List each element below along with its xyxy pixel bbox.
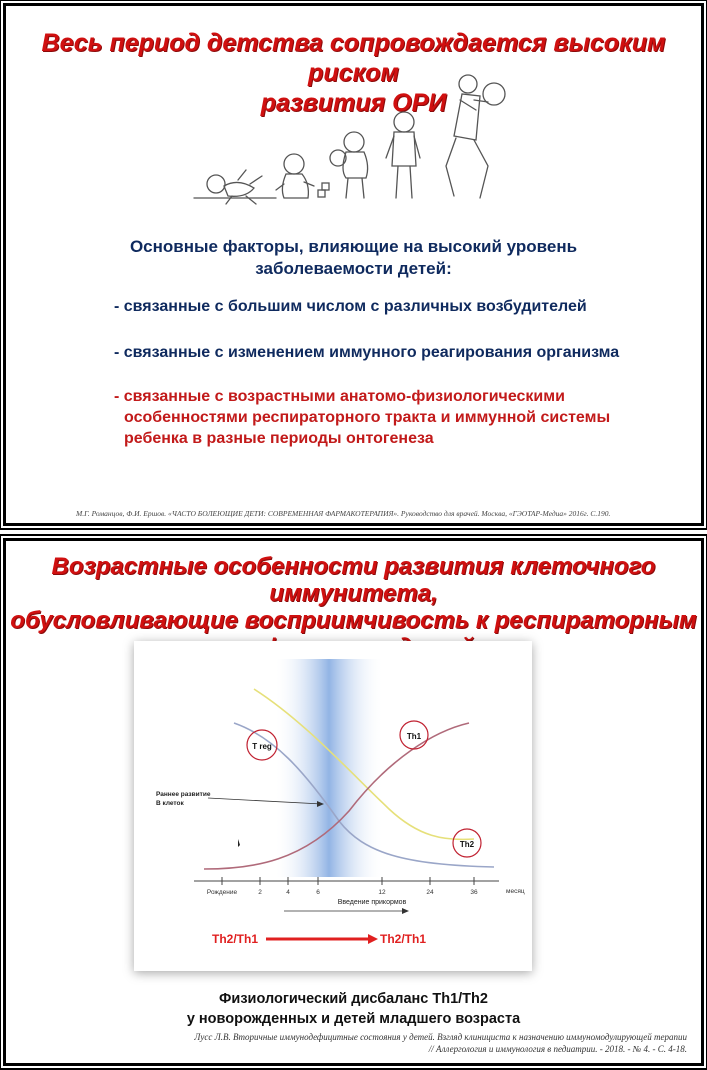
x-tick-label: 4 bbox=[286, 889, 290, 896]
factor-item-immune-response: - связанные с изменением иммунного реагирования организма bbox=[114, 344, 620, 361]
immune-development-chart bbox=[134, 641, 532, 971]
x-tick-label: Рождение bbox=[206, 889, 238, 896]
cursor-icon bbox=[238, 839, 240, 847]
slide-1 bbox=[3, 3, 704, 526]
slide-1-citation: М.Г. Романцов, Ф.И. Ершов. «ЧАСТО БОЛЕЮЩИЕ ДЕТИ: СОВРЕМЕННАЯ ФАРМАКОТЕРАПИЯ». Руководство для врачей. Москва, «ГЭОТАР-Медиа» 2016г. С.190. bbox=[76, 509, 611, 518]
x-axis-ticks bbox=[207, 877, 478, 896]
x-tick-label: 24 bbox=[426, 889, 434, 896]
figure-caption: Физиологический дисбаланс Th1/Th2 у новорожденных и детей младшего возраста bbox=[186, 991, 521, 1027]
x-tick-label: 6 bbox=[316, 889, 320, 896]
ratio-right-label: Th2/Th1 bbox=[380, 932, 427, 946]
teen-with-ball-figure bbox=[446, 75, 505, 198]
x-tick-label: 12 bbox=[378, 889, 386, 896]
infant-lying-figure bbox=[194, 170, 276, 204]
early-b-cell-label bbox=[156, 791, 212, 807]
series-label-th1 bbox=[400, 721, 428, 749]
sitting-baby-figure bbox=[276, 154, 329, 198]
series-label-th2 bbox=[453, 829, 481, 857]
factor-item-pathogens: - связанные с большим числом с различных возбудителей bbox=[114, 298, 587, 315]
child-growth-sketch bbox=[176, 66, 536, 226]
early-b-cell-label-line1: Раннее развитие bbox=[156, 791, 211, 798]
slide-2-title: Возрастные особенности развития клеточного иммунитета, обусловливающие восприимчивость к респираторным bbox=[10, 553, 697, 634]
factor-item-age-features: - связанные с возрастными анатомо-физиологическими особенностями респираторного тракта и иммунной системы ребенка в разные периоды онтогенеза bbox=[114, 388, 611, 447]
factors-heading: Основные факторы, влияющие на высокий уровень заболеваемости детей: bbox=[129, 237, 578, 278]
feeding-label: Введение прикормов bbox=[337, 899, 407, 906]
series-name-th2: Th2 bbox=[459, 840, 475, 849]
series-name-th1: Th1 bbox=[406, 732, 422, 741]
x-tick-label: 36 bbox=[470, 889, 478, 896]
slide-2-citation: Лусс Л.В. Вторичные иммунодефицитные состояния у детей. Взгляд клинициста к назначению иммуномодулирующей терапии // Аллергология и иммунология в педиатрии. - 2018. - № 4. - С. 4-18. bbox=[194, 1032, 687, 1054]
immune-development-figure bbox=[134, 641, 532, 971]
slide-2 bbox=[3, 538, 704, 1066]
ratio-left-label: Th2/Th1 bbox=[212, 932, 259, 946]
child-standing-figure bbox=[386, 112, 420, 198]
toddler-figure bbox=[330, 132, 368, 198]
x-axis-unit: месяц bbox=[506, 888, 525, 895]
series-name-treg: T reg bbox=[252, 742, 272, 751]
early-b-cell-label-line2: В клеток bbox=[156, 800, 184, 807]
slide-1-title: Весь период детства сопровождается высоким риском развития ОРИ bbox=[41, 29, 666, 117]
x-tick-label: 2 bbox=[258, 889, 262, 896]
